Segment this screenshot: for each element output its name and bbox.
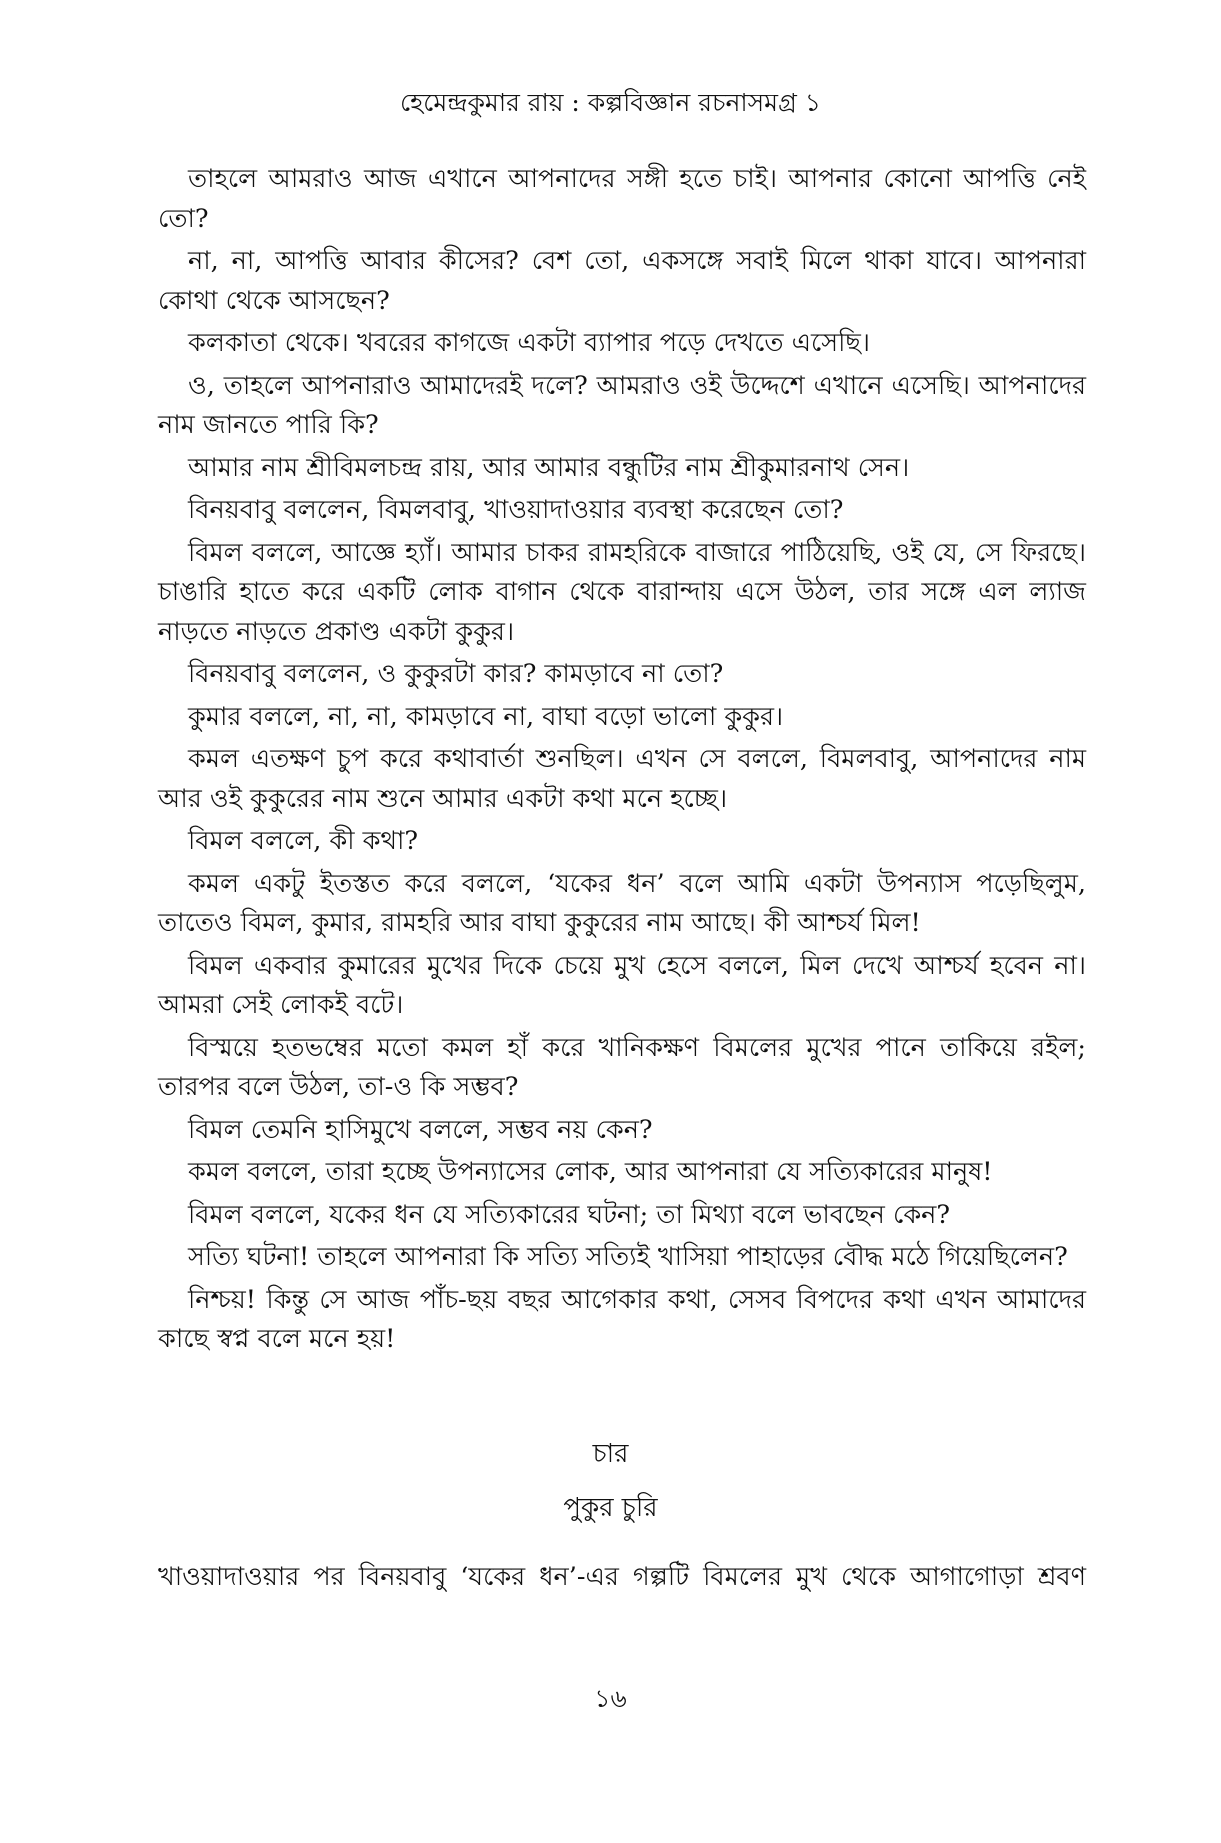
paragraph: ও, তাহলে আপনারাও আমাদেরই দলে? আমরাও ওই উদ্দেশে এখানে এসেছি। আপনাদের নাম জানতে পারি কি?: [158, 370, 1086, 440]
paragraph: কমল এতক্ষণ চুপ করে কথাবার্তা শুনছিল। এখন সে বললে, বিমলবাবু, আপনাদের নাম আর ওই কুকুরের নাম শুনে আমার একটা কথা মনে হচ্ছে।: [158, 744, 1086, 814]
chapter-heading: [0, 1434, 1221, 1542]
paragraph: কমল একটু ইতস্তত করে বললে, ‘যকের ধন’ বলে আমি একটা উপন্যাস পড়েছিলুম, তাতেও বিমল, কুমার, রামহরি আর বাঘা কুকুরের নাম আছে। কী আশ্চর্য মিল!: [158, 868, 1086, 938]
paragraph: বিমল বললে, কী কথা?: [188, 826, 419, 856]
paragraph: কুমার বললে, না, না, কামড়াবে না, বাঘা বড়ো ভালো কুকুর।: [188, 701, 784, 732]
running-head: হেমেন্দ্রকুমার রায় : কল্পবিজ্ঞান রচনাসমগ্র ১: [400, 88, 821, 117]
chapter-number: চার: [592, 1439, 629, 1469]
paragraph: বিনয়বাবু বললেন, বিমলবাবু, খাওয়াদাওয়ার ব্যবস্থা করেছেন তো?: [188, 495, 844, 525]
body-text: [158, 160, 1086, 1363]
paragraph: বিমল বললে, যকের ধন যে সত্যিকারের ঘটনা; তা মিথ্যা বলে ভাবছেন কেন?: [188, 1199, 951, 1230]
paragraph: কলকাতা থেকে। খবরের কাগজে একটা ব্যাপার পড়ে দেখতে এসেছি।: [188, 328, 870, 358]
paragraph: বিমল বললে, আজ্ঞে হ্যাঁ। আমার চাকর রামহরিকে বাজারে পাঠিয়েছি, ওই যে, সে ফিরছে। চাঙারি হাতে করে একটি লোক বাগান থেকে বারান্দায় এসে উঠল, তার সঙ্গে এল ল্যাজ নাড়তে নাড়তে প্রকাণ্ড একটা কুকুর।: [158, 537, 1086, 647]
paragraph: বিস্ময়ে হতভম্বের মতো কমল হাঁ করে খানিকক্ষণ বিমলের মুখের পানে তাকিয়ে রইল; তারপর বলে উঠল, তা-ও কি সম্ভব?: [158, 1032, 1086, 1102]
paragraph: খাওয়াদাওয়ার পর বিনয়বাবু ‘যকের ধন’-এর গল্পটি বিমলের মুখ থেকে আগাগোড়া শ্রবণ: [158, 1562, 1086, 1592]
paragraph: তাহলে আমরাও আজ এখানে আপনাদের সঙ্গী হতে চাই। আপনার কোনো আপত্তি নেই তো?: [158, 164, 1086, 234]
paragraph: আমার নাম শ্রীবিমলচন্দ্র রায়, আর আমার বন্ধুটির নাম শ্রীকুমারনাথ সেন।: [188, 452, 910, 483]
paragraph: বিমল একবার কুমারের মুখের দিকে চেয়ে মুখ হেসে বললে, মিল দেখে আশ্চর্য হবেন না। আমরা সেই লোকই বটে।: [158, 950, 1086, 1020]
paragraph: সত্যি ঘটনা! তাহলে আপনারা কি সত্যি সত্যিই খাসিয়া পাহাড়ের বৌদ্ধ মঠে গিয়েছিলেন?: [188, 1242, 1068, 1272]
chapter-opening-text: [158, 1558, 1086, 1598]
paragraph: বিমল তেমনি হাসিমুখে বললে, সম্ভব নয় কেন?: [188, 1114, 653, 1145]
paragraph: বিনয়বাবু বললেন, ও কুকুরটা কার? কামড়াবে না তো?: [188, 659, 724, 689]
paragraph: না, না, আপত্তি আবার কীসের? বেশ তো, একসঙ্গে সবাই মিলে থাকা যাবে। আপনারা কোথা থেকে আসছেন?: [158, 246, 1086, 316]
paragraph: নিশ্চয়! কিন্তু সে আজ পাঁচ-ছয় বছর আগেকার কথা, সেসব বিপদের কথা এখন আমাদের কাছে স্বপ্ন বলে মনে হয়!: [158, 1284, 1086, 1354]
chapter-title: পুকুর চুরি: [563, 1493, 658, 1523]
paragraph: কমল বললে, তারা হচ্ছে উপন্যাসের লোক, আর আপনারা যে সত্যিকারের মানুষ!: [188, 1157, 993, 1187]
page-number: ১৬: [594, 1684, 627, 1713]
